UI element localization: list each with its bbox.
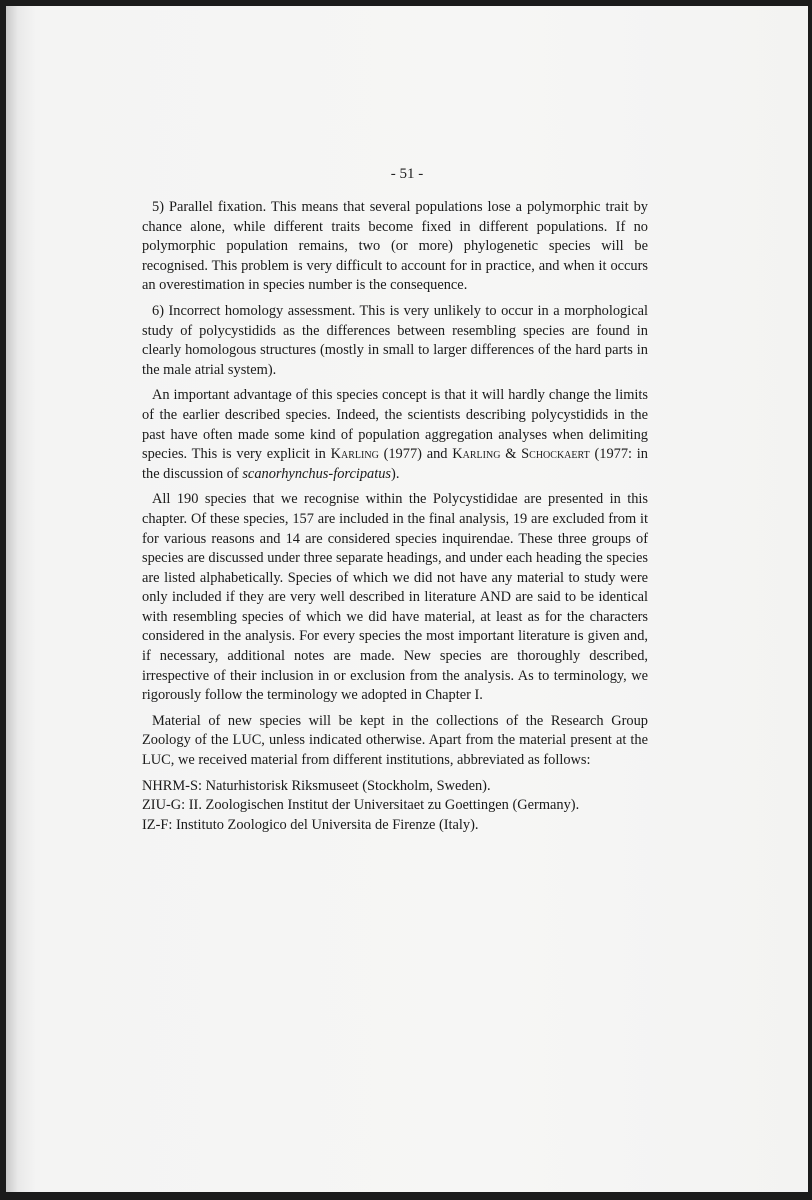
author-name-schockaert: Schockaert bbox=[521, 446, 590, 463]
paragraph-species-concept-advantage bbox=[142, 386, 648, 484]
institution-list bbox=[142, 777, 648, 836]
paragraph-incorrect-homology: 6) Incorrect homology assessment. This is very unlikely to occur in a morphological study of polycystidids as the differences between resembling species are found in clearly homologous structures (mostly in small to larger differences of the hard parts in the male atrial system). bbox=[142, 302, 648, 378]
institution-item: IZ-F: Instituto Zoologico del Universita de Firenze (Italy). bbox=[142, 816, 479, 833]
document-page bbox=[6, 6, 808, 1192]
text-run: & bbox=[500, 446, 522, 463]
page-number: - 51 - bbox=[390, 166, 424, 182]
paragraph-material: Material of new species will be kept in the collections of the Research Group Zoology of the LUC, unless indicated otherwise. Apart from the material present at the LUC, we received material from different institutions, abbreviated as follows: bbox=[142, 712, 648, 769]
body-text bbox=[142, 198, 648, 835]
paragraph-parallel-fixation: 5) Parallel fixation. This means that several populations lose a polymorphic trait by chance alone, while different traits become fixed in different populations. If no polymorphic population remains, two (or more) phylogenetic species will be recognised. This problem is very difficult to account for in practice, and when it occurs an overestimation in species number is the consequence. bbox=[142, 199, 648, 294]
institution-item: NHRM-S: Naturhistorisk Riksmuseet (Stockholm, Sweden). bbox=[142, 777, 491, 794]
institution-item: ZIU-G: II. Zoologischen Institut der Universitaet zu Goettingen (Germany). bbox=[142, 797, 580, 814]
paragraph-species-overview: All 190 species that we recognise within the Polycystididae are presented in this chapter. Of these species, 157 are included in the final analysis, 19 are excluded from it for various reasons and 14 are considered species inquirendae. These three groups of species are discussed under three separate headings, and under each heading the species are listed alphabetically. Species of which we did not have any material to study were only included if they are very well described in literature AND are said to be identical with resembling species of which we did have material, at least as for the characters considered in the analysis. For every species the most important literature is given and, if necessary, additional notes are made. New species are thoroughly described, irrespective of their inclusion in or exclusion from the analysis. As to terminology, we rigorously follow the terminology we adopted in Chapter I. bbox=[142, 491, 648, 704]
text-run: ). bbox=[391, 465, 400, 482]
text-run: (1977: in the discussion of bbox=[142, 446, 648, 482]
text-run: An important advantage of this species concept is that it will hardly change the limits of the earlier described species. Indeed, the scientists describing polycystidids in the past have often made some kind of population aggregation analyses when delimiting species. This is very explicit in bbox=[142, 387, 648, 463]
author-name-karling: Karling bbox=[330, 446, 379, 463]
text-run: (1977) and bbox=[378, 446, 453, 463]
species-name: scanorhynchus-forcipatus bbox=[242, 465, 392, 482]
author-name-karling: Karling bbox=[452, 446, 501, 463]
